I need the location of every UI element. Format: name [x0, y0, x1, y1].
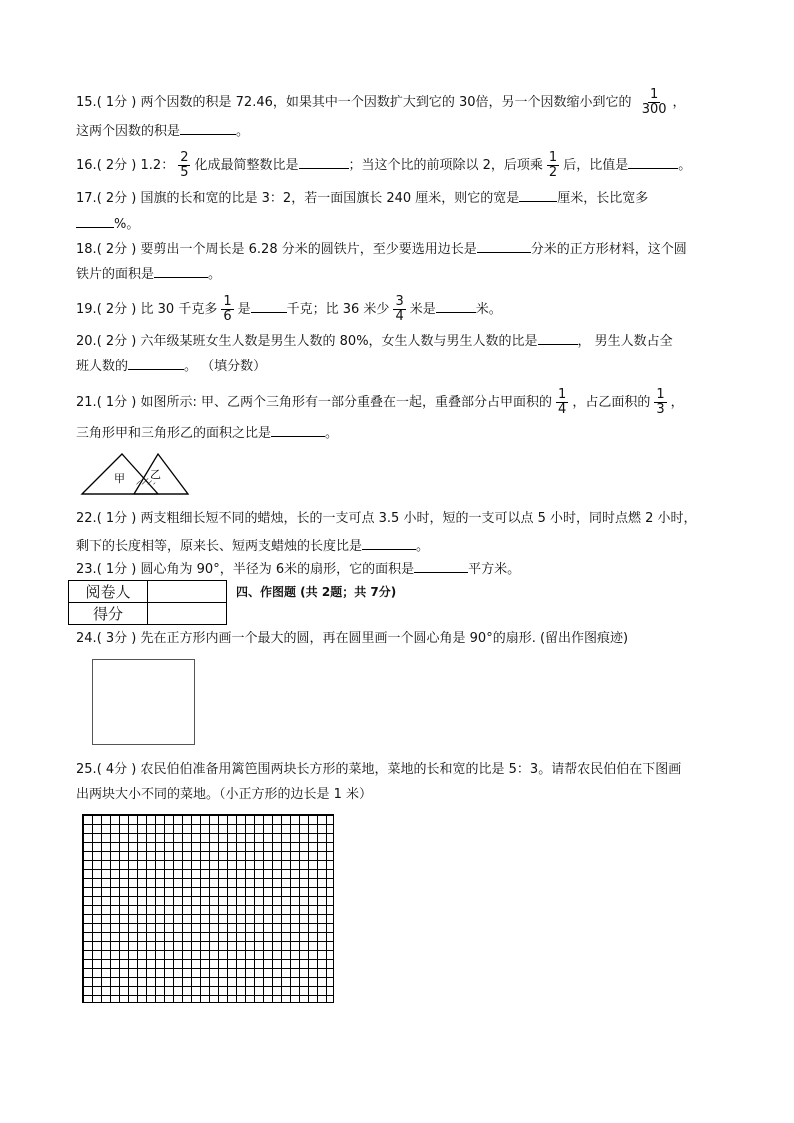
question-number: 23.	[76, 562, 97, 577]
answer-blank[interactable]	[299, 154, 349, 169]
question-20: 20.( 2分 ) 六年级某班女生人数是男生人数的 80%，女生人数与男生人数的比是 ， 男生人数占全	[76, 330, 726, 351]
question-21: 21.( 1分 ) 如图所示: 甲、乙两个三角形有一部分重叠在一起，重叠部分占甲面积的 $\frac{1}{4}$ ，占乙面积的 $\frac{1}{3}$ ，	[76, 387, 684, 417]
fraction: $\frac{1}{3}$	[656, 387, 665, 417]
answer-blank[interactable]	[628, 154, 678, 169]
question-23: 23.( 1分 ) 圆心角为 90°，半径为 6米的扇形，它的面积是 平方米。	[76, 558, 726, 579]
question-22-line2: 剩下的长度相等，原来长、短两支蜡烛的长度比是 。	[76, 535, 726, 556]
question-number: 19.	[76, 302, 97, 317]
question-18-line2: 铁片的面积是 。	[76, 263, 726, 284]
question-25: 25.( 4分 ) 农民伯伯准备用篱笆围两块长方形的菜地，菜地的长和宽的比是 5：3。请帮农民伯伯在下图画	[76, 762, 682, 777]
fraction: $\frac{3}{4}$	[395, 294, 404, 324]
answer-blank[interactable]	[538, 330, 578, 345]
answer-blank[interactable]	[76, 213, 114, 228]
answer-blank[interactable]	[477, 238, 531, 253]
question-points: ( 1分 )	[96, 395, 137, 410]
score-label: 得分	[69, 603, 148, 625]
question-points: ( 1分 )	[96, 95, 137, 110]
question-points: ( 2分 )	[96, 191, 137, 206]
drawing-square[interactable]	[92, 659, 195, 745]
question-points: ( 2分 )	[96, 242, 137, 257]
label-yi: 乙	[150, 468, 161, 481]
question-21-line2: 三角形甲和三角形乙的面积之比是 。	[76, 422, 726, 443]
reviewer-cell[interactable]	[148, 581, 227, 603]
fraction: $\frac{1}{4}$	[558, 387, 567, 417]
question-text: 两个因数的积是 72.46，如果其中一个因数扩大到它的 30倍，另一个因数缩小到它的	[140, 95, 632, 110]
fraction: $\frac{1}{300}$	[641, 87, 667, 117]
answer-blank[interactable]	[362, 535, 416, 550]
question-number: 16.	[76, 158, 97, 173]
question-number: 17.	[76, 191, 97, 206]
overlapping-triangles-figure	[80, 450, 190, 498]
question-points: ( 2分 )	[96, 302, 137, 317]
fraction: $\frac{2}{5}$	[180, 150, 189, 180]
answer-blank[interactable]	[154, 263, 208, 278]
answer-blank[interactable]	[251, 298, 287, 313]
question-number: 20.	[76, 334, 97, 349]
score-cell[interactable]	[148, 603, 227, 625]
question-20-line2: 班人数的 。 （填分数）	[76, 355, 726, 376]
question-17-line2: %。	[76, 213, 726, 234]
fraction: $\frac{1}{2}$	[548, 150, 558, 180]
question-number: 22.	[76, 511, 97, 526]
question-points: ( 2分 )	[96, 334, 137, 349]
question-number: 24.	[76, 631, 97, 646]
question-25-line2: 出两块大小不同的菜地。（小正方形的边长是 1 米）	[76, 787, 373, 802]
answer-blank[interactable]	[414, 558, 468, 573]
question-number: 25.	[76, 762, 97, 777]
question-number: 18.	[76, 242, 97, 257]
question-number: 15.	[76, 95, 97, 110]
answer-blank[interactable]	[519, 187, 557, 202]
question-points: ( 1分 )	[96, 562, 137, 577]
question-16: 16.( 2分 ) 1.2： $\frac{2}{5}$ 化成最简整数比是 ；当这个比的前项除以 2，后项乘 $\frac{1}{2}$ 后，比值是 。	[76, 150, 692, 180]
score-table	[68, 580, 227, 625]
question-18: 18.( 2分 ) 要剪出一个周长是 6.28 分米的圆铁片，至少要选用边长是 分米的正方形材料，这个圆	[76, 238, 726, 259]
answer-blank[interactable]	[180, 120, 236, 135]
triangle-yi	[134, 454, 188, 494]
section-title: 四、作图题 (共 2题；共 7分)	[236, 585, 397, 599]
drawing-grid[interactable]	[82, 814, 334, 1003]
question-points: ( 4分 )	[96, 762, 137, 777]
answer-blank[interactable]	[128, 355, 184, 370]
answer-blank[interactable]	[436, 298, 476, 313]
question-points: ( 3分 )	[96, 631, 137, 646]
question-points: ( 2分 )	[96, 158, 137, 173]
reviewer-label: 阅卷人	[69, 581, 148, 603]
question-points: ( 1分 )	[96, 511, 137, 526]
question-22: 22.( 1分 ) 两支粗细长短不同的蜡烛，长的一支可点 3.5 小时，短的一支可以点 5 小时，同时点燃 2 小时，	[76, 511, 697, 526]
label-jia: 甲	[114, 472, 125, 485]
question-19: 19.( 2分 ) 比 30 千克多 $\frac{1}{6}$ 是 千克；比 36 米少 $\frac{3}{4}$ 米是 米。	[76, 294, 502, 324]
question-number: 21.	[76, 395, 97, 410]
question-17: 17.( 2分 ) 国旗的长和宽的比是 3：2，若一面国旗长 240 厘米，则它的宽是 厘米，长比宽多	[76, 187, 726, 208]
question-15-line2: 这两个因数的积是 。	[76, 120, 726, 141]
question-15: 15.( 1分 ) 两个因数的积是 72.46，如果其中一个因数扩大到它的 30倍，另一个因数缩小到它的 $\frac{1}{300}$ ，	[76, 87, 686, 117]
answer-blank[interactable]	[271, 422, 325, 437]
fraction: $\frac{1}{6}$	[223, 294, 232, 324]
question-24: 24.( 3分 ) 先在正方形内画一个最大的圆，再在圆里画一个圆心角是 90°的扇形. (留出作图痕迹)	[76, 631, 629, 646]
